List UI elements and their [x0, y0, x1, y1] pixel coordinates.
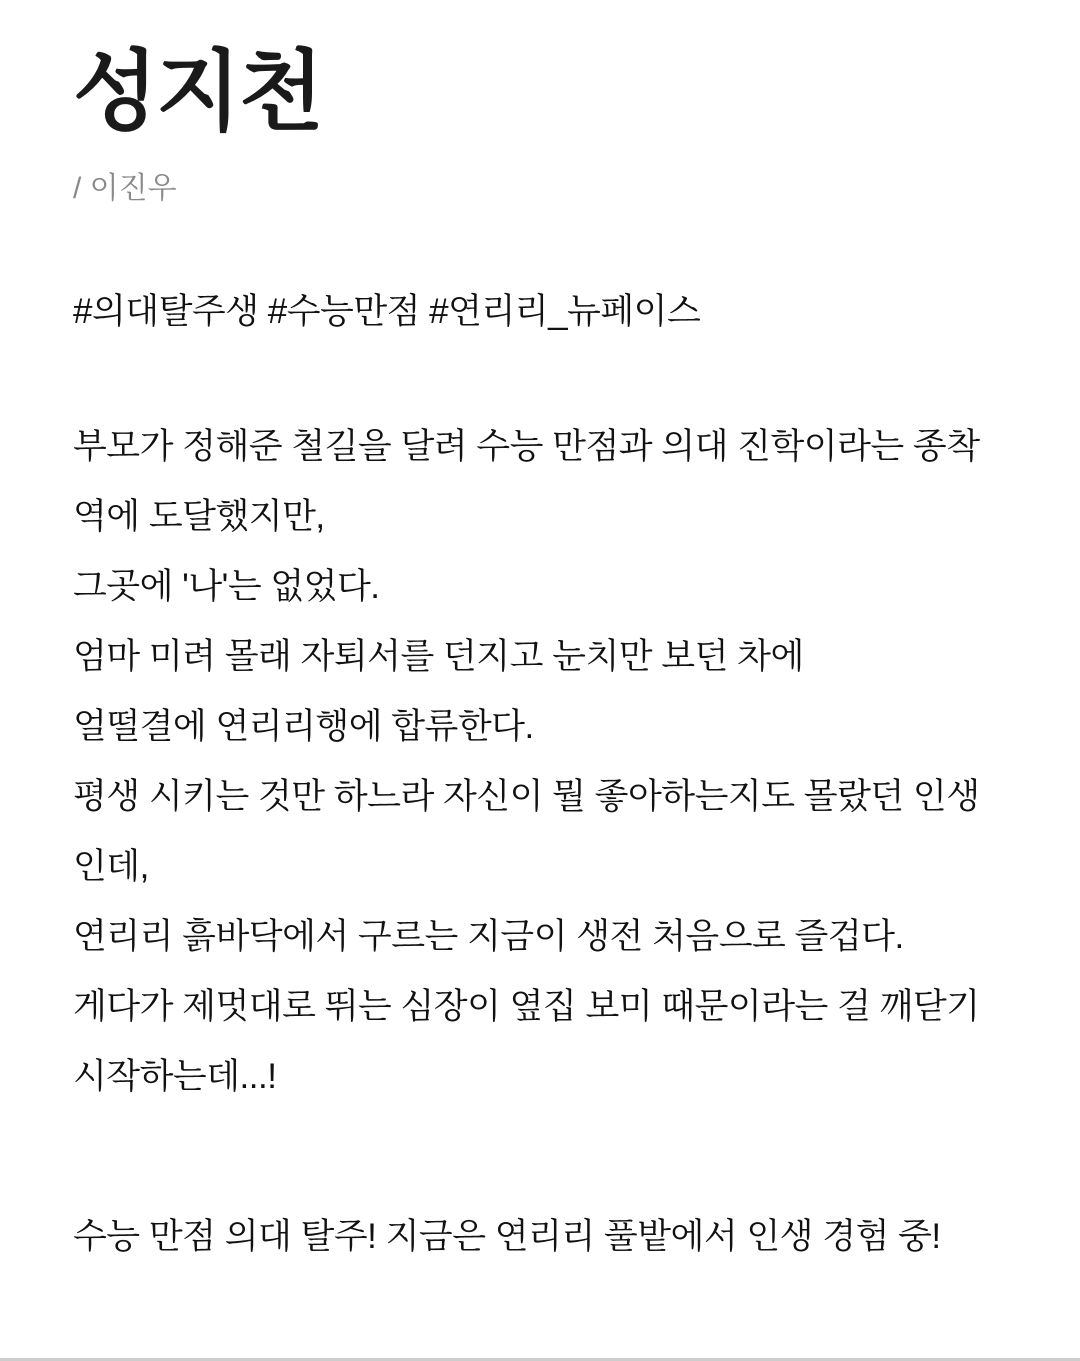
author-line: / 이진우 — [73, 172, 177, 206]
synopsis-line: 게다가 제멋대로 뛰는 심장이 옆집 보미 때문이라는 걸 깨닫기 — [73, 987, 980, 1027]
description-block — [73, 277, 1016, 1272]
hashtags-line: #의대탈주생 #수능만점 #연리리_뉴페이스 — [73, 292, 701, 332]
tagline: 수능 만점 의대 탈주! 지금은 연리리 풀밭에서 인생 경험 중! — [73, 1217, 941, 1257]
paragraph-break — [73, 1112, 1016, 1202]
synopsis-line: 부모가 정해준 철길을 달려 수능 만점과 의대 진학이라는 종착 — [73, 427, 980, 467]
synopsis-line: 평생 시키는 것만 하느라 자신이 뭘 좋아하는지도 몰랐던 인생 — [73, 777, 980, 817]
synopsis-line: 연리리 흙바닥에서 구르는 지금이 생전 처음으로 즐겁다. — [73, 917, 904, 957]
synopsis-line: 인데, — [73, 847, 149, 887]
synopsis-line: 역에 도달했지만, — [73, 497, 325, 537]
synopsis-line: 그곳에 '나'는 없었다. — [73, 567, 380, 607]
synopsis-line: 엄마 미려 몰래 자퇴서를 던지고 눈치만 보던 차에 — [73, 637, 804, 677]
paragraph-break — [73, 347, 1016, 412]
page-title: 성지천 — [73, 42, 323, 141]
synopsis-line: 얼떨결에 연리리행에 합류한다. — [73, 707, 534, 747]
synopsis-line: 시작하는데...! — [73, 1057, 277, 1097]
